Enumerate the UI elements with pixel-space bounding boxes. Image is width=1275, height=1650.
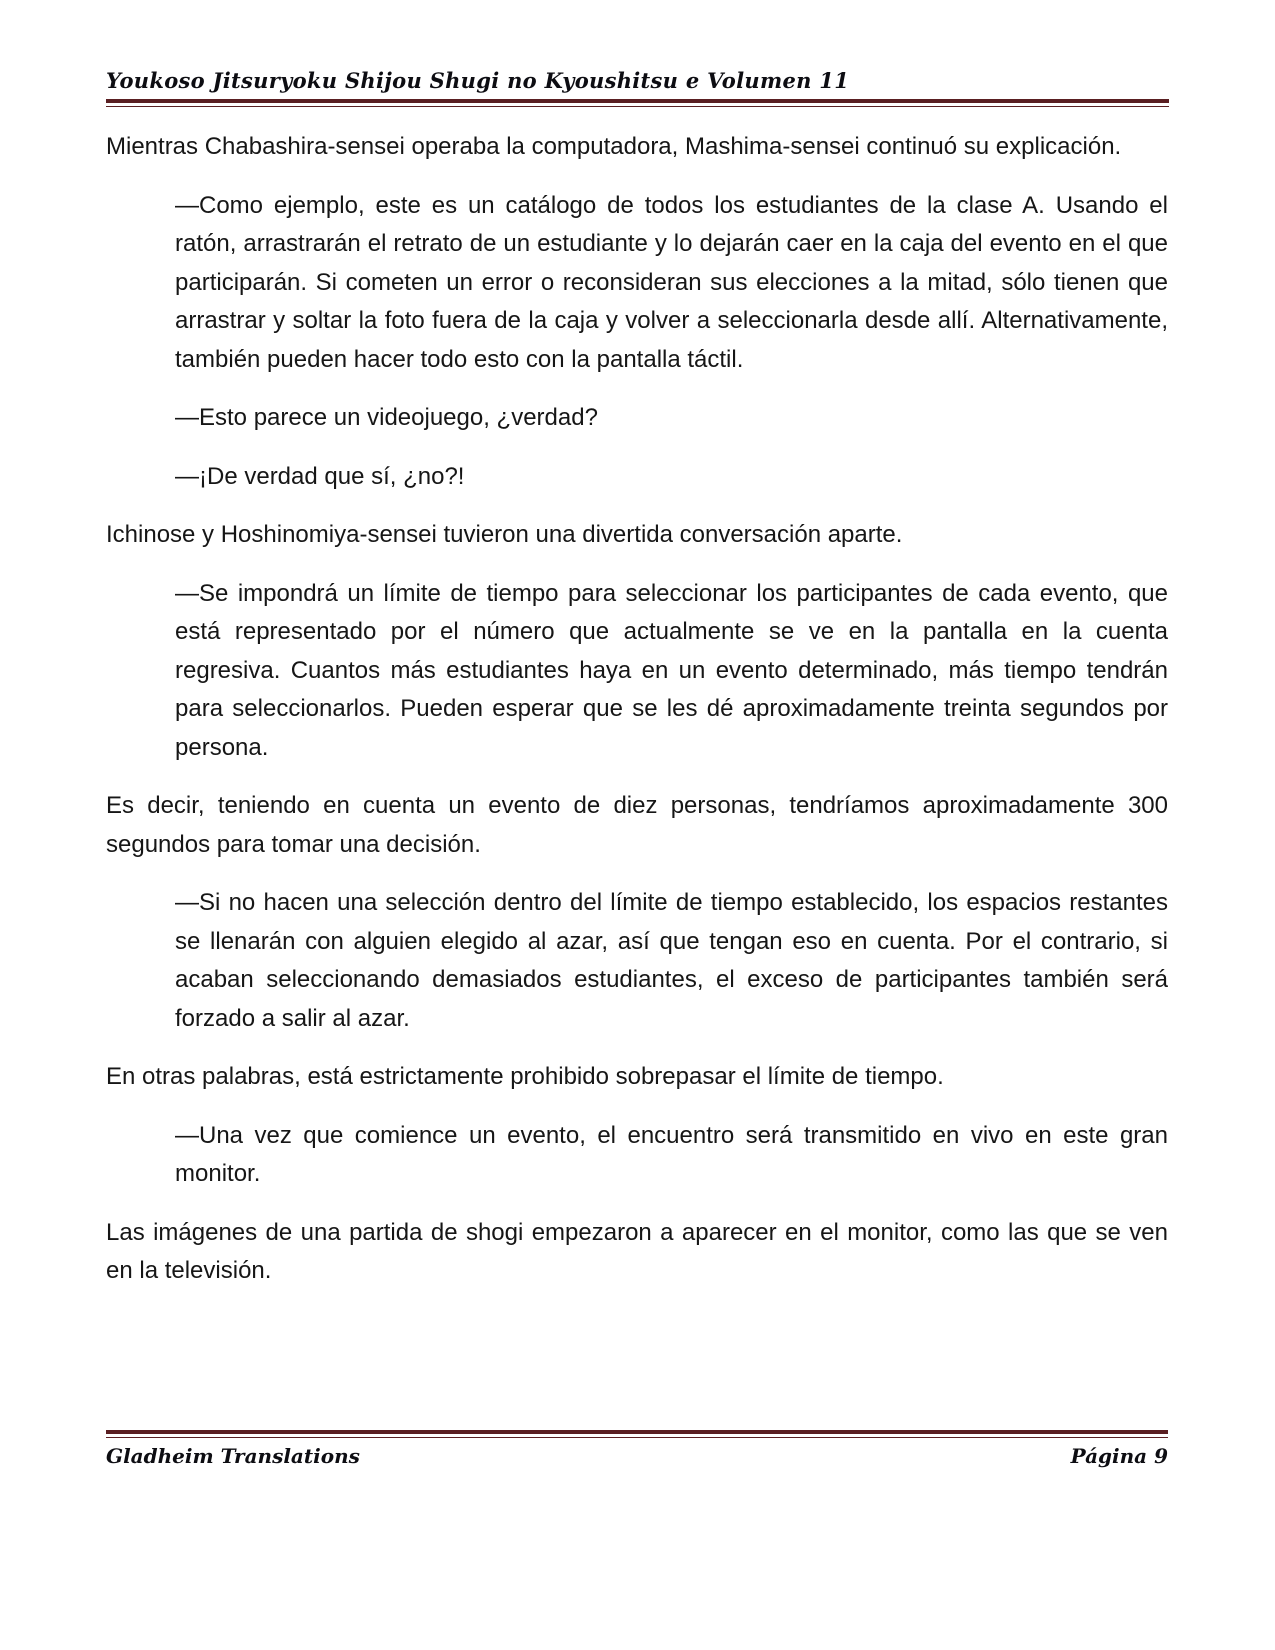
paragraph: —Esto parece un videojuego, ¿verdad? <box>175 404 598 431</box>
paragraph: Es decir, teniendo en cuenta un evento de diez personas, tendríamos aproximadamente 300 segundos para tomar una decisión. <box>106 792 1168 858</box>
paragraph: —Se impondrá un límite de tiempo para seleccionar los participantes de cada evento, que está representado por el número que actualmente se ve en la pantalla en la cuenta regresiva. Cuantos más estudiantes haya en un evento determinado, más tiempo tendrán para seleccionarlos. Pueden esperar que se les dé aproximadamente treinta segundos por persona. <box>175 579 1168 761</box>
paragraph: —Como ejemplo, este es un catálogo de todos los estudiantes de la clase A. Usando el ratón, arrastrarán el retrato de un estudiante y lo dejarán caer en la caja del evento en el que participarán. Si cometen un error o reconsideran sus elecciones a la mitad, sólo tienen que arrastrar y soltar la foto fuera de la caja y volver a seleccionarla desde allí. Alternativamente, también pueden hacer todo esto con la pantalla táctil. <box>175 191 1168 373</box>
paragraph: —Si no hacen una selección dentro del límite de tiempo establecido, los espacios restantes se llenarán con alguien elegido al azar, así que tengan eso en cuenta. Por el contrario, si acaban seleccionando demasiados estudiantes, el exceso de participantes también será forzado a salir al azar. <box>175 889 1168 1032</box>
page-header <box>106 68 1169 107</box>
paragraph: Ichinose y Hoshinomiya-sensei tuvieron una divertida conversación aparte. <box>106 521 903 548</box>
header-rule <box>106 99 1169 107</box>
page-footer <box>106 1430 1168 1468</box>
footer-translator: Gladheim Translations <box>106 1444 360 1468</box>
footer-page-number: Página 9 <box>1070 1444 1168 1468</box>
page-body <box>106 128 1168 1311</box>
paragraph: —¡De verdad que sí, ¿no?! <box>175 462 465 490</box>
paragraph: —Una vez que comience un evento, el encuentro será transmitido en vivo en este gran monitor. <box>175 1121 1168 1187</box>
paragraph: Las imágenes de una partida de shogi empezaron a aparecer en el monitor, como las que se ven en la televisión. <box>106 1218 1168 1284</box>
paragraph: En otras palabras, está estrictamente prohibido sobrepasar el límite de tiempo. <box>106 1063 944 1090</box>
paragraph: Mientras Chabashira-sensei operaba la computadora, Mashima-sensei continuó su explicación. <box>106 133 1122 160</box>
header-title: Youkoso Jitsuryoku Shijou Shugi no Kyoushitsu e Volumen 11 <box>106 68 850 93</box>
footer-rule <box>106 1430 1168 1438</box>
